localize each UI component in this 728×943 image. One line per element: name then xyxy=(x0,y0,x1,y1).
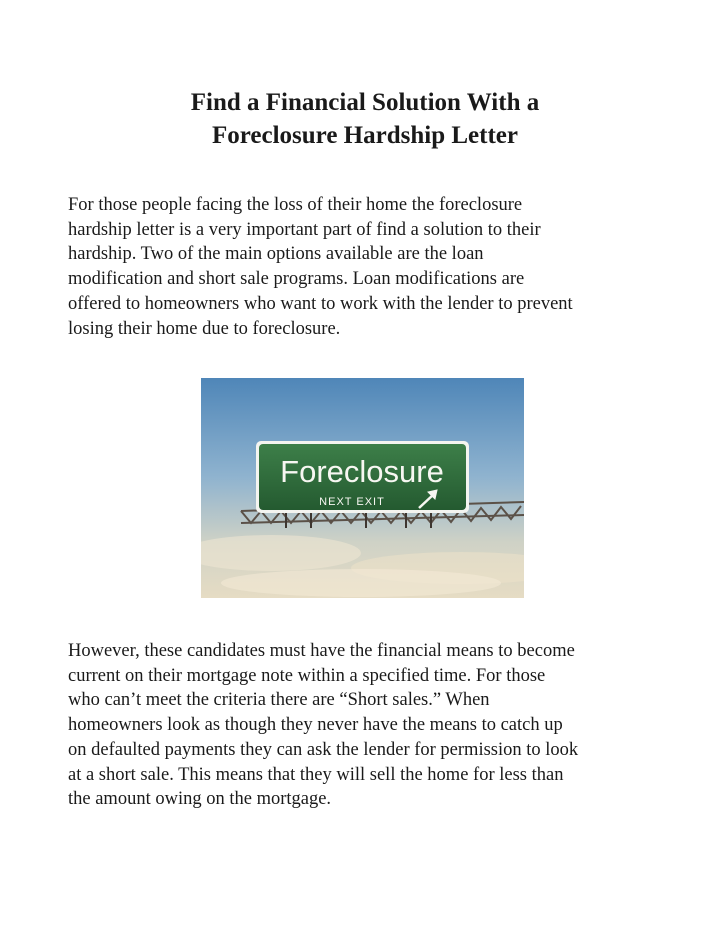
paragraph-line: current on their mortgage note within a specified time. For those xyxy=(68,665,546,686)
title-line-1: Find a Financial Solution With a xyxy=(190,89,540,116)
document-title xyxy=(60,86,670,152)
paragraph-line: on defaulted payments they can ask the lender for permission to look xyxy=(68,739,579,760)
paragraph-line: For those people facing the loss of their home the foreclosure xyxy=(68,195,523,215)
title-line-2: Foreclosure Hardship Letter xyxy=(212,122,518,149)
sign-board xyxy=(256,441,469,513)
paragraph-line: the amount owing on the mortgage. xyxy=(68,789,332,810)
paragraph-line: losing their home due to foreclosure. xyxy=(68,318,341,339)
paragraph-line: offered to homeowners who want to work with the lender to prevent xyxy=(68,293,573,314)
second-paragraph xyxy=(68,639,668,812)
paragraph-line: hardship. Two of the main options available are the loan xyxy=(68,244,484,265)
paragraph-line: homeowners look as though they never have the means to catch up xyxy=(68,715,563,736)
sign-sub-text: NEXT EXIT xyxy=(319,496,385,508)
paragraph-line: However, these candidates must have the financial means to become xyxy=(68,641,575,661)
sign-main-text: Foreclosure xyxy=(280,454,444,489)
paragraph-line: at a short sale. This means that they will sell the home for less than xyxy=(68,764,564,785)
foreclosure-sign-photo xyxy=(201,378,524,598)
paragraph-line: who can’t meet the criteria there are “Short sales.” When xyxy=(68,690,490,711)
intro-paragraph xyxy=(68,193,668,341)
paragraph-line: modification and short sale programs. Loan modifications are xyxy=(68,269,525,290)
paragraph-line: hardship letter is a very important part of find a solution to their xyxy=(68,219,541,240)
